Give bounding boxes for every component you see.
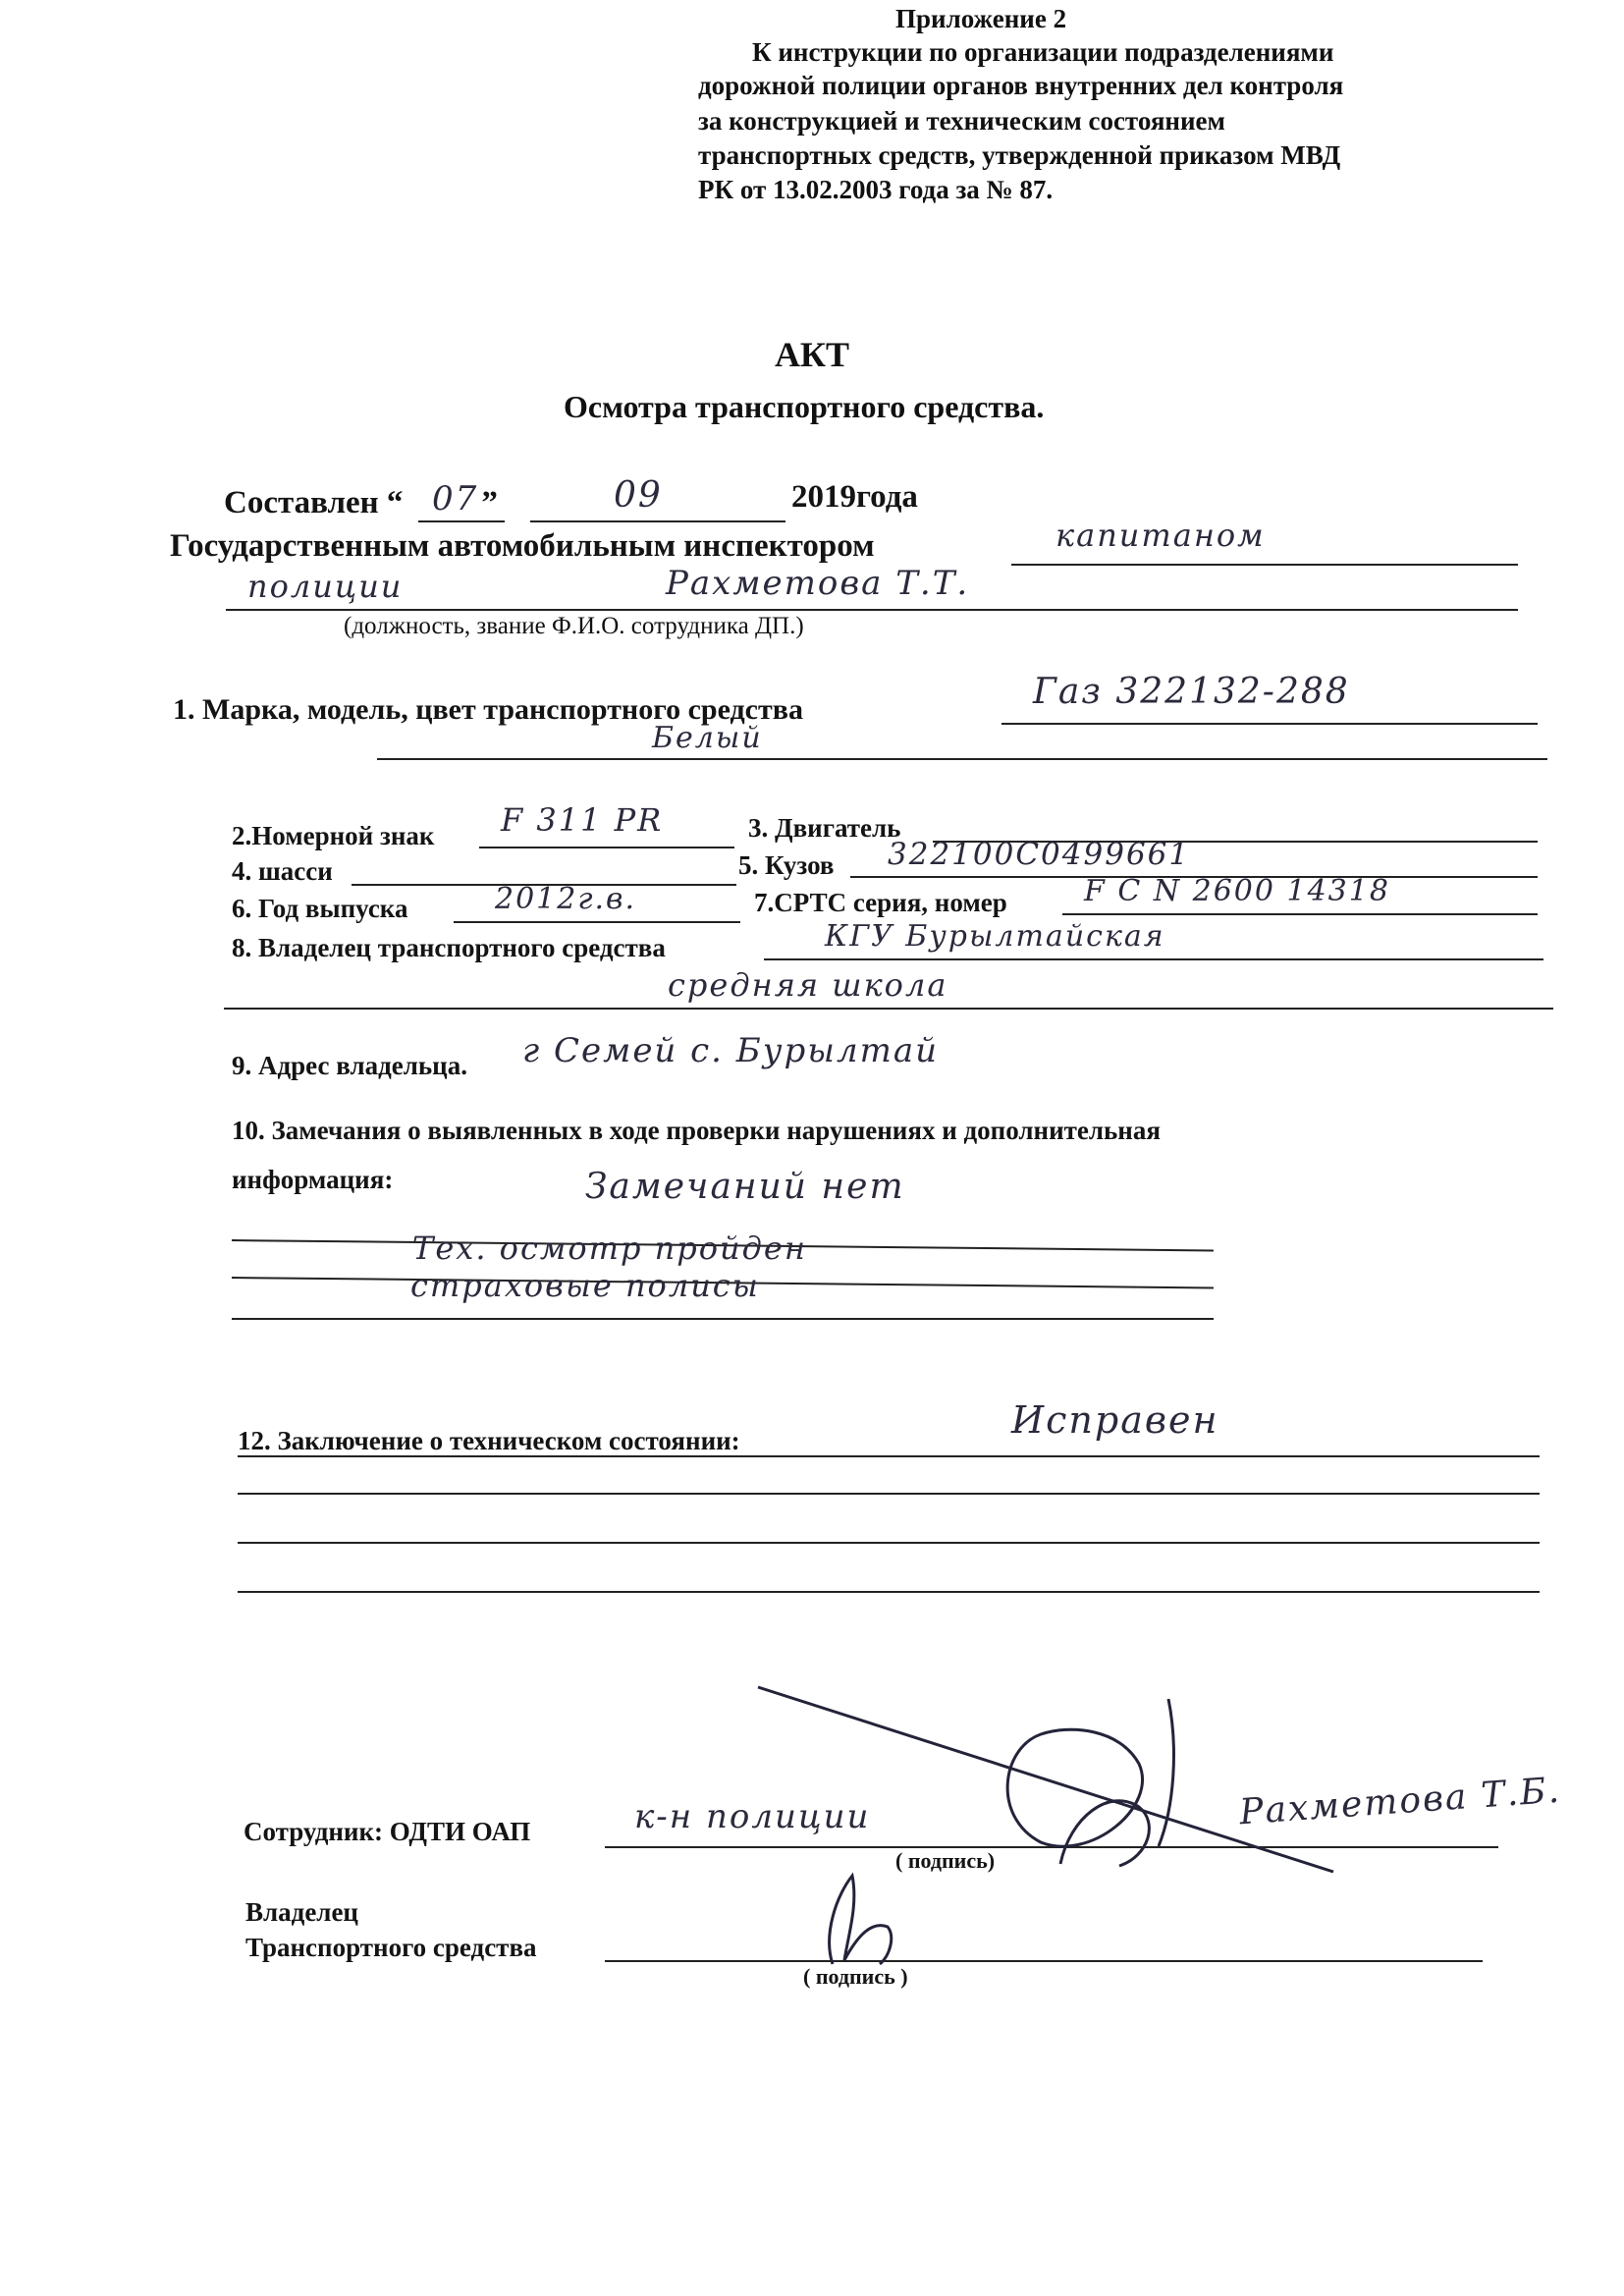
remarks-line-1: Замечаний нет [585, 1167, 905, 1207]
appendix-line-2: дорожной полиции органов внутренних дел контроля [698, 71, 1344, 100]
inspector-rank: капитаном [1056, 517, 1266, 554]
owner-sign-label-2: Транспортного средства [245, 1933, 537, 1962]
make-value-2: Белый [652, 721, 763, 755]
conclusion-underline-3 [238, 1542, 1540, 1544]
srts-value: F C N 2600 14318 [1084, 874, 1390, 908]
officer-value: к-н полиции [634, 1797, 871, 1836]
make-underline [1001, 723, 1538, 725]
inspector-underline-1 [1011, 564, 1518, 566]
month-value: 09 [614, 475, 663, 516]
owner-signature [793, 1866, 921, 1974]
day-value: 07 [432, 479, 479, 519]
owner-value: КГУ Бурылтайская [825, 919, 1165, 954]
inspector-rank-2: полиции [247, 568, 404, 605]
owner-underline [764, 958, 1543, 960]
inspector-label: Государственным автомобильным инспектором [170, 528, 875, 564]
year-value: 2012г.в. [495, 882, 637, 916]
remarks-line-3: страховые полисы [410, 1267, 760, 1304]
officer-caption: ( подпись) [895, 1848, 996, 1873]
address-value: г Семей с. Бурылтай [522, 1031, 940, 1070]
year-label: 6. Год выпуска [232, 894, 408, 923]
conclusion-underline-4 [238, 1591, 1540, 1593]
owner-sign-label-1: Владелец [245, 1897, 358, 1927]
body-label: 5. Кузов [738, 850, 835, 880]
body-value: 322100С0499661 [888, 837, 1191, 872]
year-suffix: 2019года [791, 479, 918, 515]
year-underline [454, 921, 740, 923]
conclusion-label: 12. Заключение о техническом состоянии: [238, 1426, 740, 1455]
document-subtitle: Осмотра транспортного средства. [564, 389, 1045, 424]
chassis-label: 4. шасси [232, 856, 333, 886]
appendix-line-1: К инструкции по организации подразделениями [752, 37, 1334, 67]
engine-label: 3. Двигатель [748, 813, 901, 843]
owner-value-2: средняя школа [668, 966, 948, 1004]
remarks-label-1: 10. Замечания о выявленных в ходе проверки нарушениях и дополнительная [232, 1116, 1161, 1145]
remarks-line-2: Тех. осмотр пройден [412, 1230, 807, 1267]
make-label: 1. Марка, модель, цвет транспортного средства [173, 693, 803, 726]
srts-label: 7.СРТС серия, номер [754, 888, 1007, 917]
plate-label: 2.Номерной знак [232, 821, 435, 850]
day-underline [418, 520, 505, 522]
plate-value: F 311 PR [501, 801, 664, 839]
appendix-line-5: РК от 13.02.2003 года за № 87. [698, 175, 1054, 204]
srts-underline [1062, 913, 1538, 915]
owner-underline-2 [224, 1008, 1553, 1010]
conclusion-value: Исправен [1011, 1398, 1219, 1442]
owner-label: 8. Владелец транспортного средства [232, 933, 666, 962]
conclusion-underline-2 [238, 1493, 1540, 1495]
document-title: АКТ [774, 335, 850, 374]
owner-sign-underline [605, 1960, 1483, 1962]
conclusion-underline [238, 1455, 1540, 1457]
inspector-underline-2 [226, 609, 1518, 611]
officer-signature [746, 1669, 1355, 1886]
officer-name: Рахметова Т.Б. [1237, 1770, 1563, 1833]
composed-label: Составлен “ ” [224, 485, 498, 520]
plate-underline [479, 847, 734, 848]
appendix-title: Приложение 2 [895, 4, 1067, 33]
appendix-line-3: за конструкцией и техническим состоянием [698, 106, 1225, 136]
inspector-name: Рахметова Т.Т. [666, 564, 970, 603]
month-underline [530, 520, 785, 522]
address-label: 9. Адрес владельца. [232, 1051, 467, 1080]
owner-sign-caption: ( подпись ) [803, 1964, 908, 1989]
make-underline-2 [377, 758, 1547, 760]
inspector-caption: (должность, звание Ф.И.О. сотрудника ДП.) [344, 613, 804, 639]
remarks-underline-3 [232, 1318, 1214, 1320]
officer-label: Сотрудник: ОДТИ ОАП [244, 1817, 531, 1846]
remarks-label-2: информация: [232, 1165, 394, 1194]
appendix-line-4: транспортных средств, утвержденной приказом МВД [698, 140, 1341, 170]
make-value: Газ 322132-288 [1033, 672, 1350, 712]
